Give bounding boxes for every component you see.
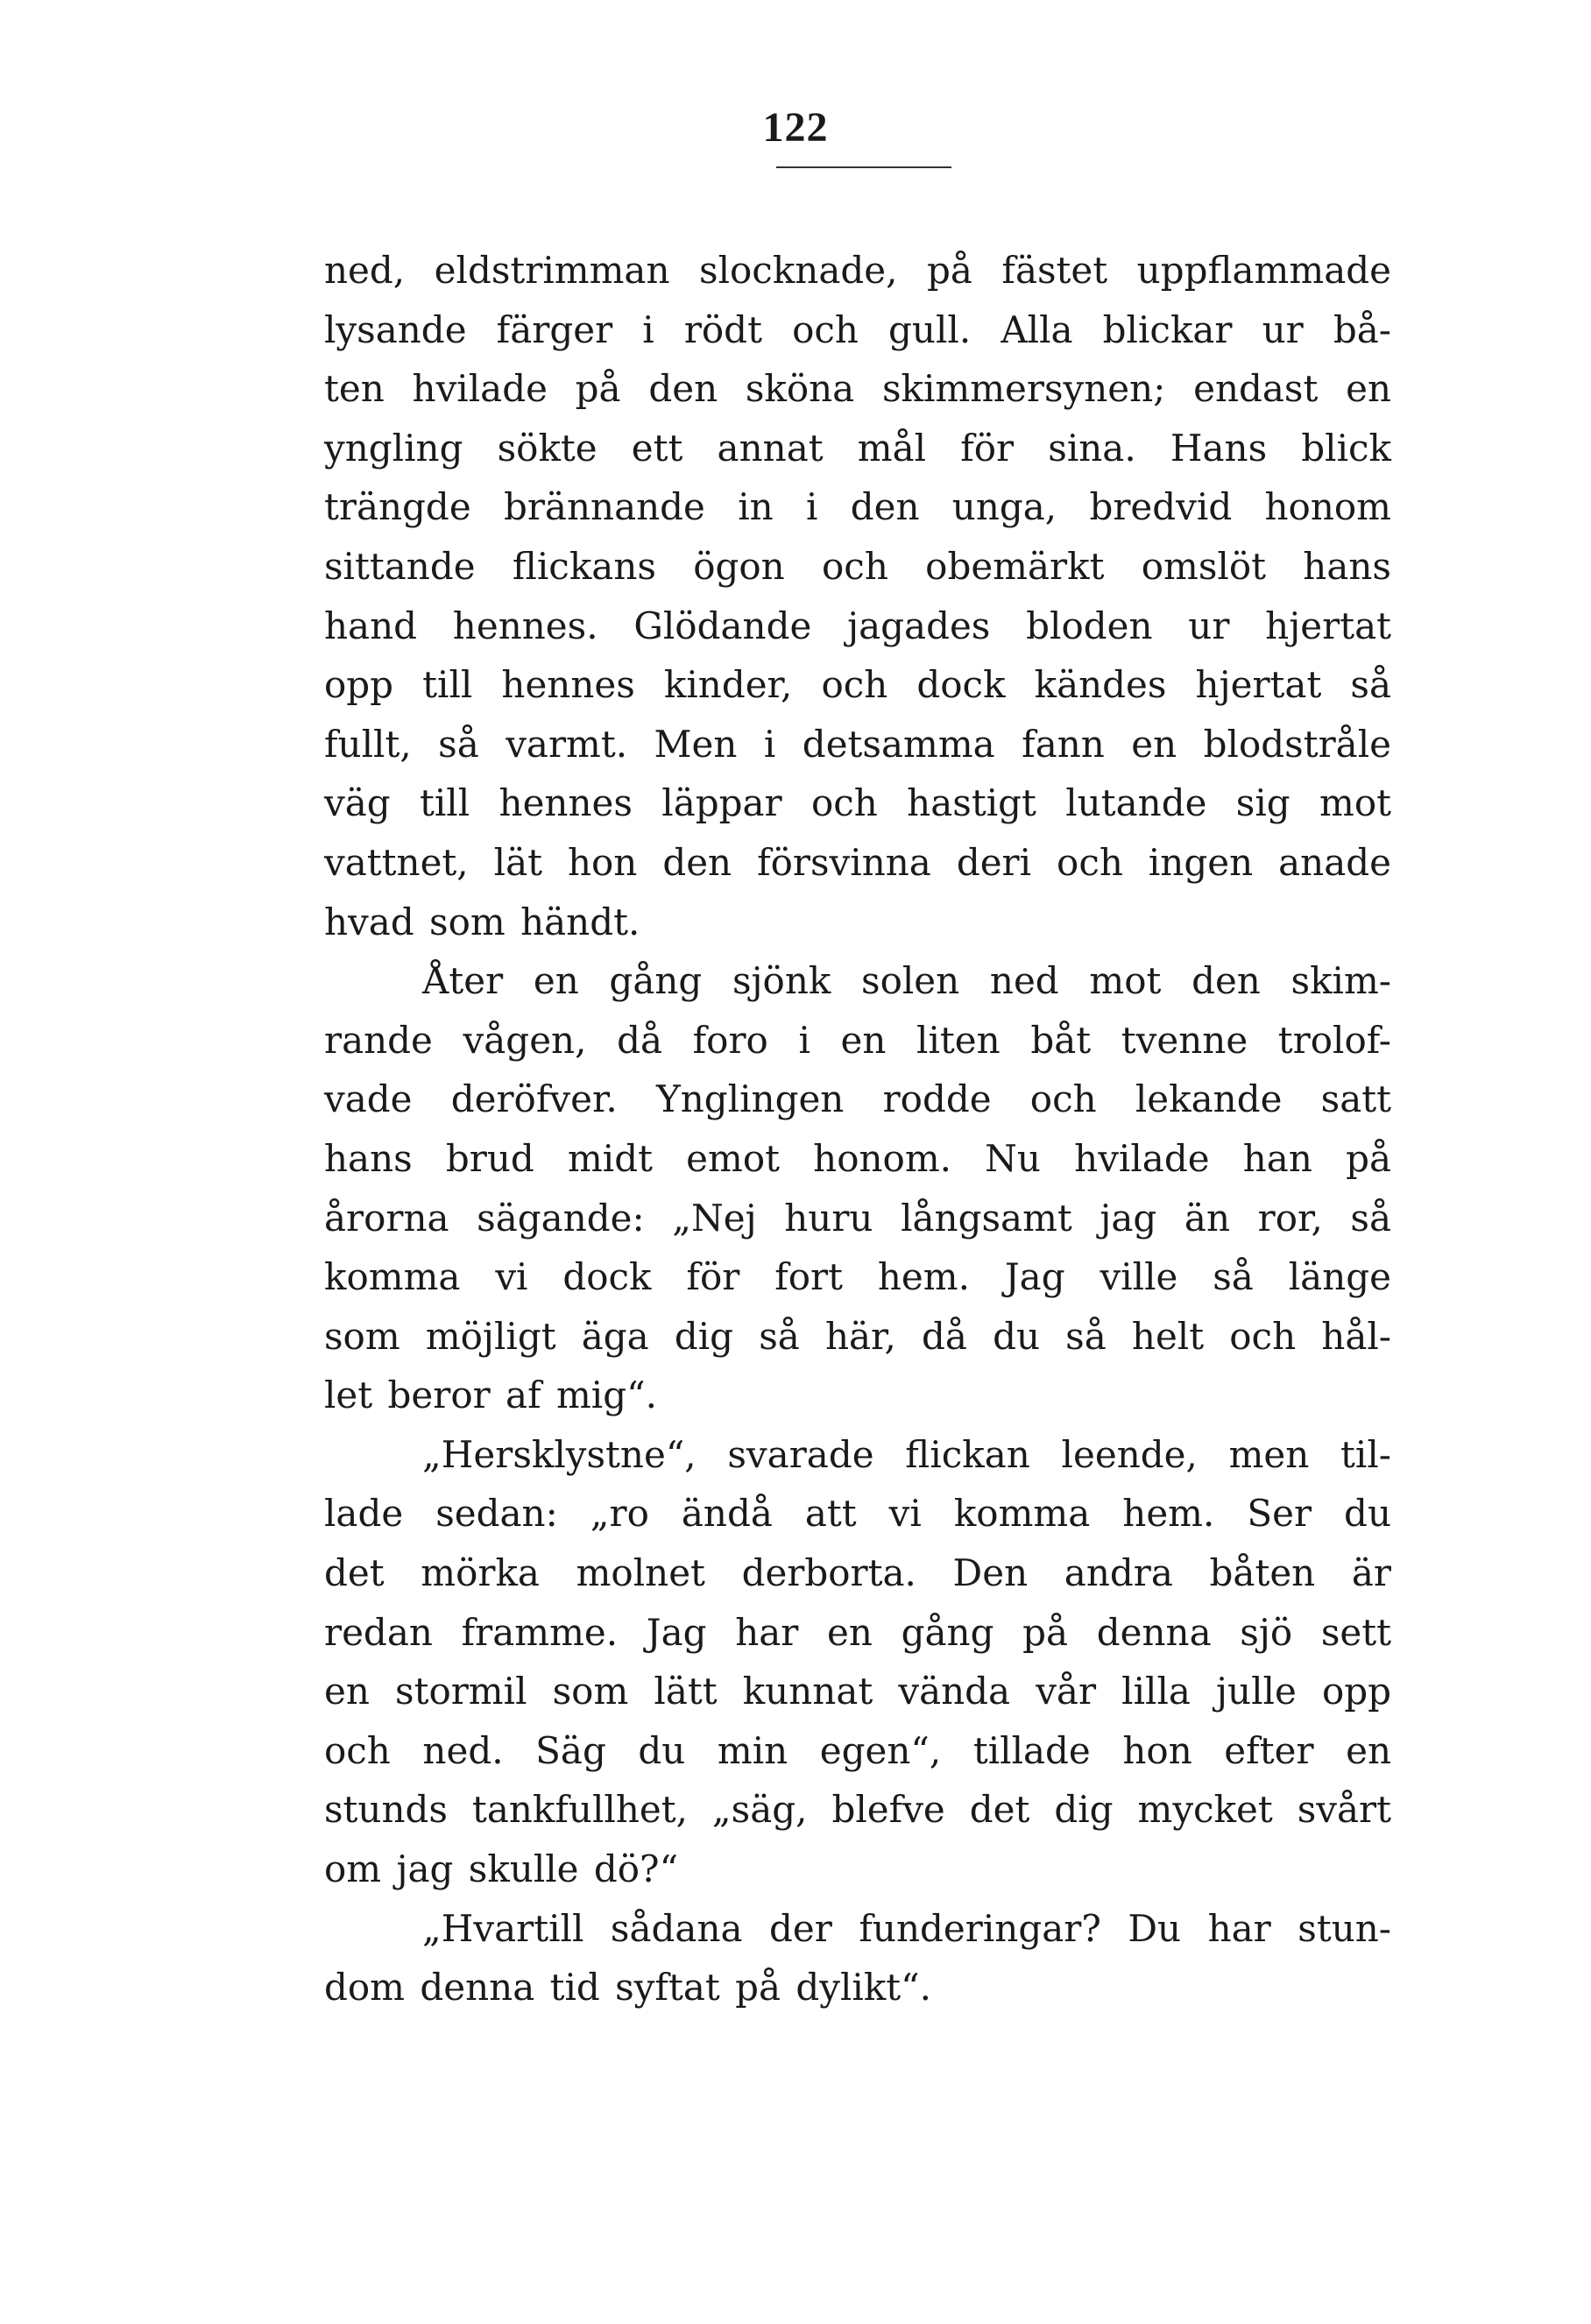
text-line: sittande flickans ögon och obemärkt omslöt hans: [324, 544, 1391, 588]
text-line: opp till hennes kinder, och dock kändes hjertat så: [324, 663, 1391, 707]
text-line: komma vi dock för fort hem. Jag ville så länge: [324, 1255, 1391, 1299]
text-line: ten hvilade på den sköna skimmersynen; endast en: [324, 367, 1391, 411]
text-line: „Hersklystne“, svarade flickan leende, men til-: [422, 1432, 1391, 1476]
text-line: ned, eldstrimman slocknade, på fästet uppflammade: [324, 249, 1391, 292]
text-line: det mörka molnet derborta. Den andra båten är: [324, 1551, 1391, 1595]
text-line: fullt, så varmt. Men i detsamma fann en blodstråle: [324, 722, 1391, 766]
text-line: let beror af mig“.: [324, 1374, 657, 1417]
paragraph: [324, 241, 1391, 951]
text-line: en stormil som lätt kunnat vända vår lilla julle opp: [324, 1670, 1391, 1713]
text-line: om jag skulle dö?“: [324, 1847, 679, 1891]
body-text: [324, 241, 1391, 2017]
text-line: vattnet, lät hon den försvinna deri och ingen anade: [324, 840, 1391, 884]
text-line: stunds tankfullhet, „säg, blefve det dig mycket svårt: [324, 1788, 1391, 1832]
text-line: som möjligt äga dig så här, då du så helt och hål-: [324, 1314, 1391, 1358]
text-line: årorna sägande: „Nej huru långsamt jag än ror, så: [324, 1196, 1391, 1240]
text-line: vade deröfver. Ynglingen rodde och lekande satt: [324, 1077, 1391, 1121]
text-line: hvad som händt.: [324, 900, 640, 943]
paragraph: [324, 951, 1391, 1425]
text-line: väg till hennes läppar och hastigt lutande sig mot: [324, 781, 1391, 825]
text-line: dom denna tid syftat på dylikt“.: [324, 1966, 932, 2010]
text-line: och ned. Säg du min egen“, tillade hon efter en: [324, 1728, 1391, 1772]
text-line: hand hennes. Glödande jagades bloden ur hjertat: [324, 604, 1391, 647]
text-line: hans brud midt emot honom. Nu hvilade han på: [324, 1136, 1391, 1180]
text-line: „Hvartill sådana der funderingar? Du har stun-: [422, 1906, 1391, 1950]
text-line: yngling sökte ett annat mål för sina. Hans blick: [324, 426, 1391, 470]
text-line: Åter en gång sjönk solen ned mot den skim-: [422, 959, 1391, 1003]
page-number: 122: [762, 104, 829, 151]
text-line: lade sedan: „ro ändå att vi komma hem. Ser du: [324, 1492, 1391, 1536]
text-line: lysande färger i rödt och gull. Alla blickar ur bå-: [324, 307, 1391, 351]
paragraph: [324, 1899, 1391, 2017]
paragraph: [324, 1425, 1391, 1899]
header-rule: [776, 166, 951, 168]
text-line: trängde brännande in i den unga, bredvid honom: [324, 485, 1391, 529]
text-line: redan framme. Jag har en gång på denna sjö sett: [324, 1610, 1391, 1654]
text-line: rande vågen, då foro i en liten båt tvenne trolof-: [324, 1018, 1391, 1062]
